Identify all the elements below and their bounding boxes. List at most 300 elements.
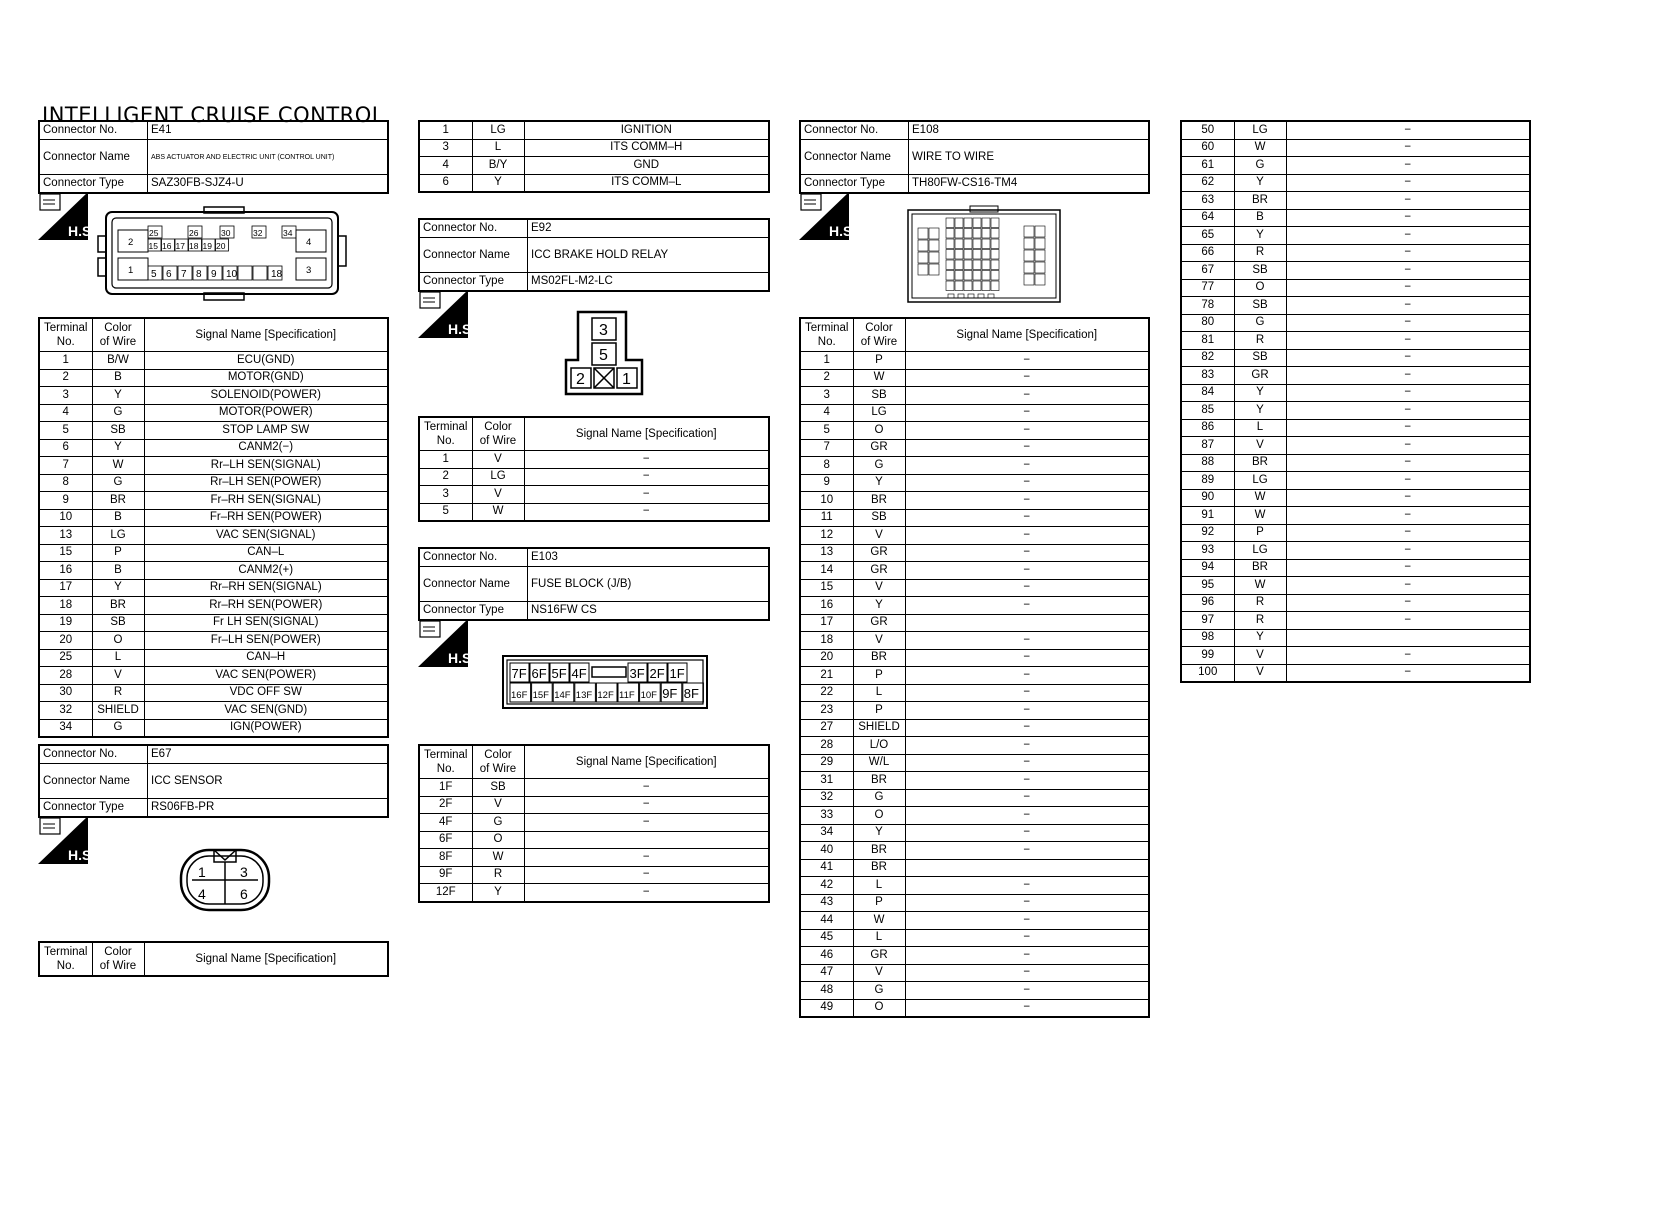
wire-color-cell: B — [1234, 209, 1286, 227]
pin-cavity — [982, 271, 990, 281]
signal-name-cell: CAN–L — [144, 544, 388, 562]
e41-name: ABS ACTUATOR AND ELECTRIC UNIT (CONTROL UNIT) — [148, 140, 389, 175]
terminal-no-cell: 2 — [39, 369, 92, 387]
connector-no-label: Connector No. — [39, 121, 148, 140]
harness-side-icon — [38, 816, 96, 864]
wire-color-cell: LG — [853, 404, 905, 422]
signal-name-cell: − — [1286, 402, 1530, 420]
terminal-no-cell: 49 — [800, 999, 853, 1017]
table-row — [800, 474, 1149, 492]
connector-type-label: Connector Type — [419, 602, 528, 621]
color-of-wire-header: Color of Wire — [92, 318, 144, 352]
pin-cavity — [964, 239, 972, 249]
table-row — [419, 451, 769, 469]
terminal-no-cell: 9 — [39, 492, 92, 510]
terminal-no-cell: 46 — [800, 947, 853, 965]
table-row — [800, 527, 1149, 545]
signal-name-cell: − — [1286, 419, 1530, 437]
terminal-no-cell: 20 — [39, 632, 92, 650]
signal-name-cell: − — [905, 404, 1149, 422]
wire-color-cell: L — [92, 649, 144, 667]
table-row — [1181, 629, 1530, 647]
terminal-no-cell: 9 — [800, 474, 853, 492]
svg-text:5: 5 — [599, 347, 608, 364]
wire-color-cell: O — [472, 831, 524, 849]
pin-cavity — [929, 252, 939, 263]
pin-cavity — [973, 239, 981, 249]
table-row — [1181, 192, 1530, 210]
connector-no-label: Connector No. — [39, 745, 148, 764]
e92-no: E92 — [528, 219, 770, 238]
terminal-no-cell: 4 — [800, 404, 853, 422]
pin-label: 1F — [669, 666, 685, 681]
wire-color-cell: LG — [92, 527, 144, 545]
table-row — [800, 859, 1149, 877]
pin-label: 9 — [211, 269, 217, 280]
table-row — [800, 824, 1149, 842]
signal-name-cell: − — [905, 597, 1149, 615]
table-row — [1181, 279, 1530, 297]
signal-name-cell: − — [905, 877, 1149, 895]
table-row — [419, 779, 769, 797]
terminal-no-cell: 95 — [1181, 577, 1234, 595]
pin-cavity — [946, 260, 954, 270]
signal-name-cell: − — [1286, 332, 1530, 350]
key-slot — [592, 667, 626, 677]
terminal-no-cell: 3 — [419, 139, 472, 157]
table-row — [1181, 489, 1530, 507]
signal-name-cell: − — [905, 982, 1149, 1000]
pin-cavity — [991, 250, 999, 260]
connector-no-label: Connector No. — [800, 121, 909, 140]
signal-name-cell: MOTOR(GND) — [144, 369, 388, 387]
table-row — [1181, 664, 1530, 682]
terminal-no-cell: 28 — [800, 737, 853, 755]
pin-label: 4F — [571, 666, 587, 681]
terminal-no-cell: 21 — [800, 667, 853, 685]
signal-name-cell: − — [905, 684, 1149, 702]
table-row — [1181, 647, 1530, 665]
wire-color-cell: B/W — [92, 352, 144, 370]
signal-name-cell: − — [905, 439, 1149, 457]
pin-label: 16 — [162, 241, 172, 251]
signal-name-cell: ITS COMM–H — [524, 139, 769, 157]
signal-name-cell: − — [905, 544, 1149, 562]
terminal-no-cell: 32 — [800, 789, 853, 807]
signal-name-cell: Fr–LH SEN(POWER) — [144, 632, 388, 650]
wire-color-cell: G — [853, 789, 905, 807]
pin-cavity — [1035, 238, 1045, 249]
signal-name-cell: Fr–RH SEN(SIGNAL) — [144, 492, 388, 510]
wire-color-cell: BR — [853, 492, 905, 510]
signal-name-cell: − — [524, 796, 769, 814]
wire-color-cell: SB — [472, 779, 524, 797]
pin-cavity — [1024, 262, 1034, 273]
signal-name-cell: − — [1286, 192, 1530, 210]
e41-info — [38, 120, 389, 194]
terminal-no-cell: 42 — [800, 877, 853, 895]
terminal-no-cell: 9F — [419, 866, 472, 884]
terminal-no-cell: 6F — [419, 831, 472, 849]
pin-cavity — [1035, 274, 1045, 285]
table-row — [39, 719, 388, 737]
pin-cavity — [964, 218, 972, 228]
table-row — [1181, 524, 1530, 542]
table-row — [419, 121, 769, 139]
table-row — [800, 422, 1149, 440]
table-row — [800, 684, 1149, 702]
pin-label: 10 — [226, 269, 238, 280]
table-row — [800, 632, 1149, 650]
table-row — [419, 831, 769, 849]
terminal-no-cell: 89 — [1181, 472, 1234, 490]
terminal-no-cell: 77 — [1181, 279, 1234, 297]
table-row — [419, 139, 769, 157]
table-row — [1181, 332, 1530, 350]
terminal-no-cell: 10 — [800, 492, 853, 510]
signal-name-cell: − — [1286, 489, 1530, 507]
connector-name-label: Connector Name — [39, 764, 148, 799]
terminal-no-cell: 29 — [800, 754, 853, 772]
signal-name-header: Signal Name [Specification] — [524, 745, 769, 779]
signal-name-cell: Rr–RH SEN(POWER) — [144, 597, 388, 615]
signal-name-cell: − — [524, 849, 769, 867]
wire-color-cell: SB — [92, 422, 144, 440]
terminal-no-cell: 41 — [800, 859, 853, 877]
signal-name-header: Signal Name [Specification] — [144, 318, 388, 352]
signal-name-cell: − — [1286, 279, 1530, 297]
wire-color-cell: SB — [853, 509, 905, 527]
connector-name-label: Connector Name — [800, 140, 909, 175]
pin-cavity — [948, 294, 954, 298]
connector-type-label: Connector Type — [800, 175, 909, 194]
table-row — [39, 649, 388, 667]
pin-cavity — [946, 281, 954, 291]
pin-label: 30 — [221, 228, 231, 238]
terminal-no-cell: 61 — [1181, 157, 1234, 175]
wire-color-cell: V — [853, 579, 905, 597]
pin-label: 10F — [640, 690, 657, 701]
wire-color-cell: SB — [92, 614, 144, 632]
signal-name-cell: − — [905, 649, 1149, 667]
e108-type: TH80FW-CS16-TM4 — [909, 175, 1150, 194]
signal-name-cell: − — [1286, 472, 1530, 490]
terminal-no-cell: 28 — [39, 667, 92, 685]
table-row — [1181, 437, 1530, 455]
pin-cavity — [964, 281, 972, 291]
pin-label: 18 — [189, 241, 199, 251]
pin-label: 6F — [531, 666, 547, 681]
pin-cavity — [973, 260, 981, 270]
terminal-no-cell: 12 — [800, 527, 853, 545]
signal-name-cell — [905, 859, 1149, 877]
signal-name-cell: − — [1286, 349, 1530, 367]
wire-color-cell: BR — [1234, 192, 1286, 210]
table-row — [800, 492, 1149, 510]
table-row — [39, 684, 388, 702]
terminal-no-cell: 5 — [419, 503, 472, 521]
wire-color-cell: SB — [1234, 349, 1286, 367]
signal-name-cell: − — [1286, 139, 1530, 157]
table-row — [39, 369, 388, 387]
wire-color-cell: Y — [92, 439, 144, 457]
terminal-no-cell: 34 — [39, 719, 92, 737]
pin-cavity — [973, 218, 981, 228]
pin-cavity — [964, 229, 972, 239]
connector-name-label: Connector Name — [419, 238, 528, 273]
color-of-wire-header: Color of Wire — [472, 745, 524, 779]
terminal-no-cell: 62 — [1181, 174, 1234, 192]
terminal-no-cell: 33 — [800, 807, 853, 825]
wire-color-cell: O — [1234, 279, 1286, 297]
pin-label: 7F — [511, 666, 527, 681]
wire-color-cell: V — [92, 667, 144, 685]
signal-name-cell: − — [905, 422, 1149, 440]
table-row — [1181, 472, 1530, 490]
signal-name-cell: − — [905, 579, 1149, 597]
table-row — [800, 562, 1149, 580]
signal-name-cell: − — [905, 737, 1149, 755]
color-of-wire-header: Color of Wire — [92, 942, 144, 976]
wire-color-cell: LG — [472, 468, 524, 486]
signal-name-cell: − — [1286, 594, 1530, 612]
wire-color-cell: P — [853, 702, 905, 720]
signal-name-cell: − — [1286, 297, 1530, 315]
pin-cavity — [964, 250, 972, 260]
table-row — [800, 877, 1149, 895]
signal-name-cell: − — [524, 866, 769, 884]
wire-color-cell: BR — [853, 842, 905, 860]
pin-label: 3F — [629, 666, 645, 681]
signal-name-cell: Fr–RH SEN(POWER) — [144, 509, 388, 527]
pin-cavity — [918, 252, 928, 263]
pin-cavity — [955, 218, 963, 228]
terminal-no-cell: 50 — [1181, 121, 1234, 139]
pin-label: 20 — [216, 241, 226, 251]
signal-name-cell: STOP LAMP SW — [144, 422, 388, 440]
pin-cavity — [978, 294, 984, 298]
table-row — [39, 439, 388, 457]
terminal-no-cell: 1 — [419, 121, 472, 139]
signal-name-cell: − — [1286, 121, 1530, 139]
e108-terminal-table — [799, 317, 1150, 1018]
wire-color-cell: LG — [1234, 121, 1286, 139]
pin-label: 2F — [649, 666, 665, 681]
table-row — [39, 404, 388, 422]
table-row — [1181, 367, 1530, 385]
wire-color-cell: GR — [853, 439, 905, 457]
signal-name-cell: − — [1286, 647, 1530, 665]
table-row — [800, 842, 1149, 860]
wire-color-cell: Y — [92, 387, 144, 405]
pin-cavity — [1024, 274, 1034, 285]
terminal-no-cell: 6 — [419, 174, 472, 192]
terminal-no-cell: 18 — [39, 597, 92, 615]
signal-name-cell: − — [905, 632, 1149, 650]
table-row — [39, 632, 388, 650]
table-row — [800, 579, 1149, 597]
pin-cavity — [946, 271, 954, 281]
pin-cavity — [955, 239, 963, 249]
wire-color-cell: L — [853, 877, 905, 895]
wire-color-cell: LG — [472, 121, 524, 139]
terminal-no-cell: 8 — [800, 457, 853, 475]
wire-color-cell: W — [472, 503, 524, 521]
wire-color-cell: R — [92, 684, 144, 702]
table-row — [1181, 314, 1530, 332]
pin-label: 15F — [532, 690, 549, 701]
e103-name: FUSE BLOCK (J/B) — [528, 567, 770, 602]
terminal-no-cell: 15 — [800, 579, 853, 597]
terminal-no-cell: 12F — [419, 884, 472, 902]
pin-cavity — [973, 281, 981, 291]
pin-cavity — [982, 260, 990, 270]
e108-info — [799, 120, 1150, 194]
signal-name-cell: − — [1286, 227, 1530, 245]
wire-color-cell: Y — [1234, 174, 1286, 192]
signal-name-cell: ITS COMM–L — [524, 174, 769, 192]
terminal-no-cell: 22 — [800, 684, 853, 702]
wire-color-cell: G — [92, 474, 144, 492]
pin-label: 11F — [619, 690, 635, 701]
pin-label: 16F — [511, 690, 528, 701]
wire-color-cell: W — [1234, 489, 1286, 507]
signal-name-cell: − — [524, 814, 769, 832]
pin-cavity — [964, 260, 972, 270]
pin-cavity — [964, 271, 972, 281]
wire-color-cell: Y — [1234, 227, 1286, 245]
pin-label: 13F — [575, 690, 593, 701]
terminal-no-cell: 44 — [800, 912, 853, 930]
wire-color-cell: L/O — [853, 737, 905, 755]
e92-connector-face — [562, 310, 644, 396]
signal-name-cell: − — [524, 503, 769, 521]
signal-name-cell — [905, 614, 1149, 632]
terminal-no-cell: 1 — [39, 352, 92, 370]
pin-cavity — [1035, 250, 1045, 261]
terminal-no-cell: 82 — [1181, 349, 1234, 367]
pin-cavity — [918, 264, 928, 275]
svg-text:H.S.: H.S. — [448, 650, 476, 666]
terminal-no-cell: 66 — [1181, 244, 1234, 262]
table-row — [800, 737, 1149, 755]
terminal-no-cell: 48 — [800, 982, 853, 1000]
terminal-no-cell: 96 — [1181, 594, 1234, 612]
pin-cavity — [973, 229, 981, 239]
table-row — [1181, 121, 1530, 139]
signal-name-cell: − — [905, 894, 1149, 912]
table-row — [1181, 139, 1530, 157]
table-row — [39, 562, 388, 580]
terminal-no-header: Terminal No. — [419, 417, 472, 451]
wire-color-cell: SB — [1234, 262, 1286, 280]
terminal-no-cell: 94 — [1181, 559, 1234, 577]
terminal-no-cell: 10 — [39, 509, 92, 527]
pin-cavity — [982, 250, 990, 260]
wire-color-cell: BR — [853, 649, 905, 667]
table-row — [800, 772, 1149, 790]
terminal-no-cell: 5 — [39, 422, 92, 440]
wire-color-cell: V — [853, 632, 905, 650]
signal-name-cell: Fr LH SEN(SIGNAL) — [144, 614, 388, 632]
wire-color-cell: B — [92, 562, 144, 580]
wire-color-cell: G — [92, 719, 144, 737]
pin-label: 5 — [151, 269, 157, 280]
signal-name-cell: − — [905, 789, 1149, 807]
signal-name-cell: − — [905, 492, 1149, 510]
signal-name-cell: VAC SEN(POWER) — [144, 667, 388, 685]
table-row — [39, 702, 388, 720]
table-row — [39, 474, 388, 492]
signal-name-header: Signal Name [Specification] — [905, 318, 1149, 352]
signal-name-cell — [1286, 629, 1530, 647]
wire-color-cell: L — [853, 684, 905, 702]
table-row — [419, 157, 769, 175]
pin-cavity — [253, 266, 267, 280]
table-row — [1181, 209, 1530, 227]
pin-cavity — [918, 228, 928, 239]
table-row — [1181, 542, 1530, 560]
table-row — [1181, 244, 1530, 262]
pin-label: 3 — [306, 265, 312, 276]
e108-continued-table — [1180, 120, 1531, 683]
terminal-no-cell: 7 — [39, 457, 92, 475]
terminal-no-cell: 2 — [800, 369, 853, 387]
table-row — [800, 929, 1149, 947]
signal-name-cell: − — [1286, 559, 1530, 577]
wire-color-cell: G — [1234, 314, 1286, 332]
svg-text:H.S.: H.S. — [68, 223, 96, 239]
pin-cavity — [1035, 226, 1045, 237]
pin-cavity — [918, 240, 928, 251]
e92-terminal-table — [418, 416, 770, 522]
signal-name-cell: IGNITION — [524, 121, 769, 139]
terminal-no-cell: 63 — [1181, 192, 1234, 210]
e67-terminal-table — [38, 941, 389, 977]
table-row — [800, 719, 1149, 737]
signal-name-cell: − — [905, 964, 1149, 982]
table-row — [39, 667, 388, 685]
terminal-no-cell: 65 — [1181, 227, 1234, 245]
terminal-no-cell: 25 — [39, 649, 92, 667]
table-row — [800, 964, 1149, 982]
table-row — [800, 387, 1149, 405]
wire-color-cell: W — [1234, 507, 1286, 525]
terminal-no-cell: 91 — [1181, 507, 1234, 525]
wire-color-cell: Y — [853, 824, 905, 842]
terminal-no-cell: 87 — [1181, 437, 1234, 455]
table-row — [39, 457, 388, 475]
wire-color-cell: G — [1234, 157, 1286, 175]
table-row — [800, 982, 1149, 1000]
e67-connector-face — [178, 846, 272, 914]
table-row — [39, 544, 388, 562]
pin-cavity — [991, 229, 999, 239]
wire-color-cell: BR — [92, 492, 144, 510]
table-row — [39, 614, 388, 632]
wire-color-cell: P — [853, 352, 905, 370]
table-row — [39, 492, 388, 510]
table-row — [800, 509, 1149, 527]
signal-name-cell: VAC SEN(SIGNAL) — [144, 527, 388, 545]
terminal-no-cell: 20 — [800, 649, 853, 667]
pin-label: 26 — [189, 228, 199, 238]
signal-name-header: Signal Name [Specification] — [144, 942, 388, 976]
table-row — [800, 667, 1149, 685]
signal-name-cell: ECU(GND) — [144, 352, 388, 370]
signal-name-cell: − — [905, 929, 1149, 947]
pin-cavity — [973, 250, 981, 260]
